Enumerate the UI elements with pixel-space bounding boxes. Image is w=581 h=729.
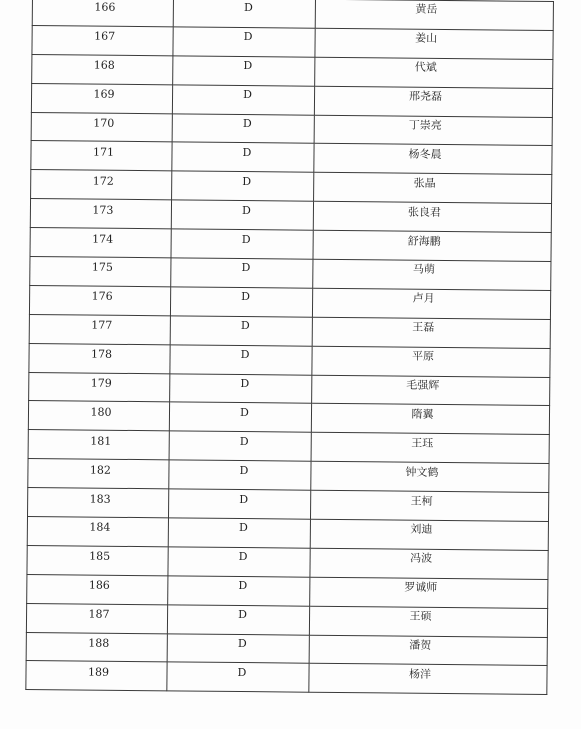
name-cell	[313, 201, 551, 232]
name-cell-text: 毛强辉	[406, 378, 440, 392]
row-number-cell	[29, 343, 170, 373]
row-number-cell-text: 185	[89, 549, 111, 564]
name-cell-text: 钟文鹤	[405, 465, 439, 479]
grade-cell	[169, 402, 311, 432]
row-number-cell	[30, 257, 171, 287]
name-cell	[310, 519, 548, 550]
name-cell-text: 杨洋	[408, 667, 432, 681]
grade-cell	[168, 489, 310, 519]
grade-cell-text: D	[243, 30, 253, 44]
grade-cell-text: D	[238, 521, 248, 535]
row-number-cell-text: 187	[88, 607, 110, 621]
name-cell-text: 冯波	[410, 552, 433, 566]
name-cell-text: 黄岳	[415, 3, 438, 17]
name-cell-text: 姜山	[415, 32, 438, 46]
grade-cell-text: D	[243, 1, 253, 15]
name-cell-text: 平原	[411, 349, 435, 364]
grade-cell-text: D	[240, 348, 250, 362]
name-cell	[309, 606, 547, 637]
row-number-cell	[27, 574, 168, 604]
name-cell-text: 王硕	[409, 609, 432, 624]
name-cell	[311, 461, 549, 492]
name-cell	[313, 230, 551, 261]
grade-cell	[170, 287, 312, 317]
row-number-cell-text: 178	[91, 347, 113, 361]
row-number-cell-text: 179	[90, 376, 112, 390]
grade-cell	[170, 345, 312, 375]
grade-cell-text: D	[240, 319, 250, 333]
name-cell-text: 舒海鹏	[407, 234, 441, 248]
grade-cell	[173, 56, 315, 86]
name-cell	[314, 115, 552, 146]
row-number-cell	[28, 488, 169, 518]
row-number-cell-text: 182	[89, 463, 112, 477]
row-number-cell	[30, 199, 171, 229]
row-number-cell-text: 174	[92, 232, 114, 246]
name-cell-text: 马萌	[412, 263, 435, 277]
grade-cell	[170, 373, 312, 403]
table-row	[26, 661, 547, 695]
grade-cell	[170, 316, 312, 346]
row-number-cell-text: 184	[89, 521, 111, 535]
roster-table-body	[26, 0, 554, 695]
grade-cell	[167, 662, 309, 692]
row-number-cell-text: 186	[88, 578, 110, 593]
row-number-cell	[31, 83, 172, 113]
row-number-cell	[26, 632, 167, 662]
row-number-cell	[28, 430, 169, 460]
name-cell	[312, 288, 550, 319]
grade-cell-text: D	[237, 637, 247, 651]
name-cell	[313, 259, 551, 290]
grade-cell-text: D	[242, 117, 252, 131]
grade-cell	[172, 171, 314, 201]
grade-cell-text: D	[243, 88, 253, 102]
row-number-cell	[32, 25, 173, 55]
name-cell	[314, 173, 552, 204]
grade-cell	[171, 258, 313, 288]
row-number-cell-text: 171	[92, 145, 115, 159]
roster-table	[25, 0, 554, 695]
name-cell	[312, 375, 550, 406]
row-number-cell	[26, 661, 167, 691]
roster-sheet	[25, 0, 550, 695]
name-cell-text: 刘迪	[410, 523, 433, 537]
name-cell	[315, 28, 553, 59]
row-number-cell	[31, 170, 172, 200]
name-cell-text: 王珏	[411, 436, 434, 450]
grade-cell	[168, 547, 310, 577]
name-cell	[315, 0, 553, 30]
row-number-cell-text: 183	[89, 492, 111, 506]
row-number-cell-text: 170	[93, 116, 115, 130]
grade-cell-text: D	[239, 463, 249, 477]
grade-cell	[173, 27, 315, 57]
name-cell	[310, 490, 548, 521]
grade-cell	[167, 633, 309, 663]
grade-cell	[168, 576, 310, 606]
name-cell	[309, 664, 547, 695]
grade-cell-text: D	[241, 261, 251, 275]
row-number-cell-text: 169	[93, 87, 115, 101]
grade-cell-text: D	[242, 145, 252, 160]
row-number-cell-text: 181	[90, 434, 112, 448]
grade-cell-text: D	[242, 174, 252, 188]
row-number-cell-text: 177	[91, 318, 113, 333]
row-number-cell-text: 172	[92, 174, 114, 188]
row-number-cell	[28, 401, 169, 431]
grade-cell	[172, 113, 314, 143]
grade-cell-text: D	[238, 550, 248, 564]
grade-cell	[172, 85, 314, 115]
grade-cell-text: D	[238, 608, 248, 622]
name-cell-text: 罗诚师	[404, 580, 438, 595]
row-number-cell-text: 175	[91, 261, 113, 275]
name-cell-text: 隋翼	[411, 407, 434, 421]
grade-cell	[167, 605, 309, 635]
name-cell	[315, 57, 553, 88]
name-cell-text: 张晶	[413, 176, 436, 190]
row-number-cell-text: 168	[93, 58, 115, 73]
grade-cell	[171, 229, 313, 259]
row-number-cell	[29, 372, 170, 402]
grade-cell	[172, 142, 314, 172]
row-number-cell	[28, 459, 169, 489]
name-cell	[310, 548, 548, 579]
row-number-cell-text: 167	[94, 29, 116, 44]
row-number-cell	[32, 54, 173, 84]
name-cell	[311, 404, 549, 435]
name-cell-text: 王柯	[410, 494, 433, 508]
name-cell-text: 杨冬晨	[408, 147, 442, 161]
name-cell-text: 代斌	[414, 60, 437, 75]
row-number-cell-text: 166	[94, 1, 116, 15]
name-cell	[309, 635, 547, 666]
row-number-cell	[30, 228, 171, 258]
row-number-cell	[29, 285, 170, 315]
name-cell	[314, 144, 552, 175]
name-cell	[312, 317, 550, 348]
row-number-cell	[27, 545, 168, 575]
row-number-cell	[31, 112, 172, 142]
name-cell	[310, 577, 548, 608]
row-number-cell	[26, 603, 167, 633]
name-cell-text: 潘贺	[409, 638, 432, 652]
row-number-cell	[32, 0, 173, 27]
row-number-cell-text: 188	[88, 636, 110, 650]
row-number-cell-text: 173	[92, 203, 114, 217]
name-cell	[314, 86, 552, 117]
grade-cell-text: D	[238, 579, 248, 593]
row-number-cell-text: 176	[91, 289, 113, 304]
grade-cell-text: D	[237, 665, 247, 680]
row-number-cell	[29, 314, 170, 344]
grade-cell-text: D	[241, 232, 251, 246]
name-cell-text: 邢尧磊	[408, 89, 443, 104]
grade-cell-text: D	[239, 492, 249, 506]
grade-cell-text: D	[241, 290, 251, 304]
grade-cell	[168, 518, 310, 548]
grade-cell	[173, 0, 315, 28]
row-number-cell-text: 189	[87, 665, 110, 679]
row-number-cell-text: 180	[90, 405, 112, 419]
grade-cell-text: D	[240, 377, 250, 391]
grade-cell	[169, 431, 311, 461]
name-cell-text: 卢月	[412, 292, 435, 306]
row-number-cell	[31, 141, 172, 171]
name-cell-text: 丁崇亮	[408, 118, 442, 132]
grade-cell-text: D	[240, 405, 249, 420]
grade-cell	[171, 200, 313, 230]
name-cell-text: 张良君	[407, 205, 442, 219]
grade-cell	[169, 460, 311, 490]
grade-cell-text: D	[239, 434, 249, 448]
name-cell	[312, 346, 550, 377]
row-number-cell	[27, 517, 168, 547]
name-cell	[311, 433, 549, 464]
grade-cell-text: D	[243, 59, 253, 73]
name-cell-text: 王磊	[412, 320, 435, 335]
grade-cell-text: D	[241, 203, 251, 217]
